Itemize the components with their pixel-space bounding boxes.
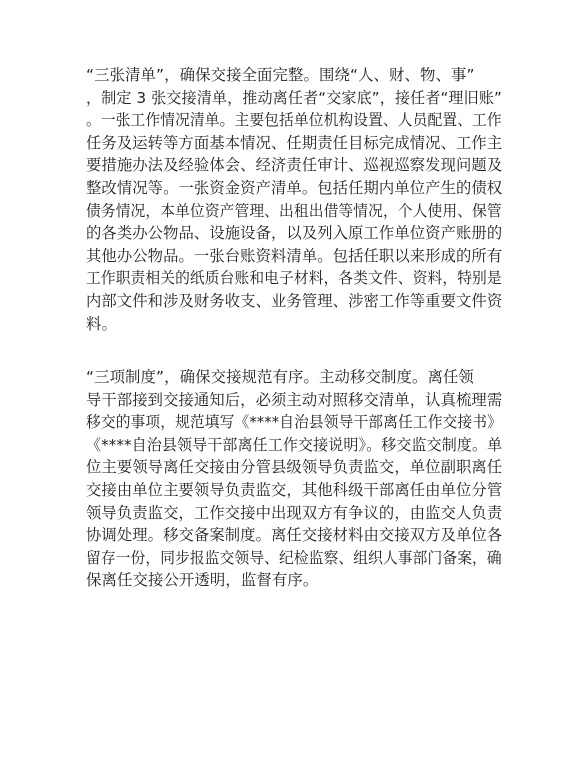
text-line: 留存一份，同步报监交领导、纪检监察、组织人事部门备案，确 — [86, 548, 502, 567]
text-line: 《****自治县领导干部离任工作交接说明》。移交监交制度。单 — [86, 435, 503, 454]
text-line: 要措施办法及经验体会、经济责任审计、巡视巡察发现问题及 — [86, 156, 503, 175]
text-line: “三张清单”，确保交接全面完整。围绕“人、财、物、事” — [86, 66, 475, 84]
text-line: 交接由单位主要领导负责监交，其他科级干部离任由单位分管 — [86, 480, 503, 499]
text-line: 任务及运转等方面基本情况、任期责任目标完成情况、工作主 — [86, 133, 503, 152]
text-line: 工作职责相关的纸质台账和电子材料，各类文件、资料，特别是 — [86, 269, 502, 288]
text-line: 其他办公物品。一张台账资料清单。包括任职以来形成的所有 — [86, 246, 503, 265]
text-line: 导干部接到交接通知后，必须主动对照移交清单，认真梳理需 — [86, 390, 503, 409]
text-line: 协调处理。移交备案制度。离任交接材料由交接双方及单位各 — [86, 526, 503, 545]
text-line: 料。 — [86, 314, 117, 333]
text-line: 保离任交接公开透明，监督有序。 — [86, 571, 319, 590]
text-line: 。一张工作情况清单。主要包括单位机构设置、人员配置、工作 — [86, 111, 502, 130]
text-line: 整改情况等。一张资金资产清单。包括任期内单位产生的债权 — [86, 178, 503, 197]
text-line: 的各类办公物品、设施设备，以及列入原工作单位资产账册的 — [86, 224, 503, 243]
paragraph-three-systems — [86, 366, 502, 592]
text-line: ，制定 3 张交接清单，推动离任者“交家底”，接任者“理旧账” — [86, 88, 502, 107]
text-line: 内部文件和涉及财务收支、业务管理、涉密工作等重要文件资 — [86, 291, 503, 310]
text-line: “三项制度”，确保交接规范有序。主动移交制度。离任领 — [86, 368, 474, 386]
text-line: 位主要领导离任交接由分管县级领导负责监交，单位副职离任 — [86, 458, 503, 477]
text-line: 领导负责监交，工作交接中出现双方有争议的，由监交人负责 — [86, 503, 503, 522]
paragraph-three-lists — [86, 64, 502, 335]
text-line: 债务情况，本单位资产管理、出租出借等情况，个人使用、保管 — [86, 201, 502, 220]
text-line: 移交的事项，规范填写《****自治县领导干部离任工作交接书》 — [86, 413, 502, 432]
